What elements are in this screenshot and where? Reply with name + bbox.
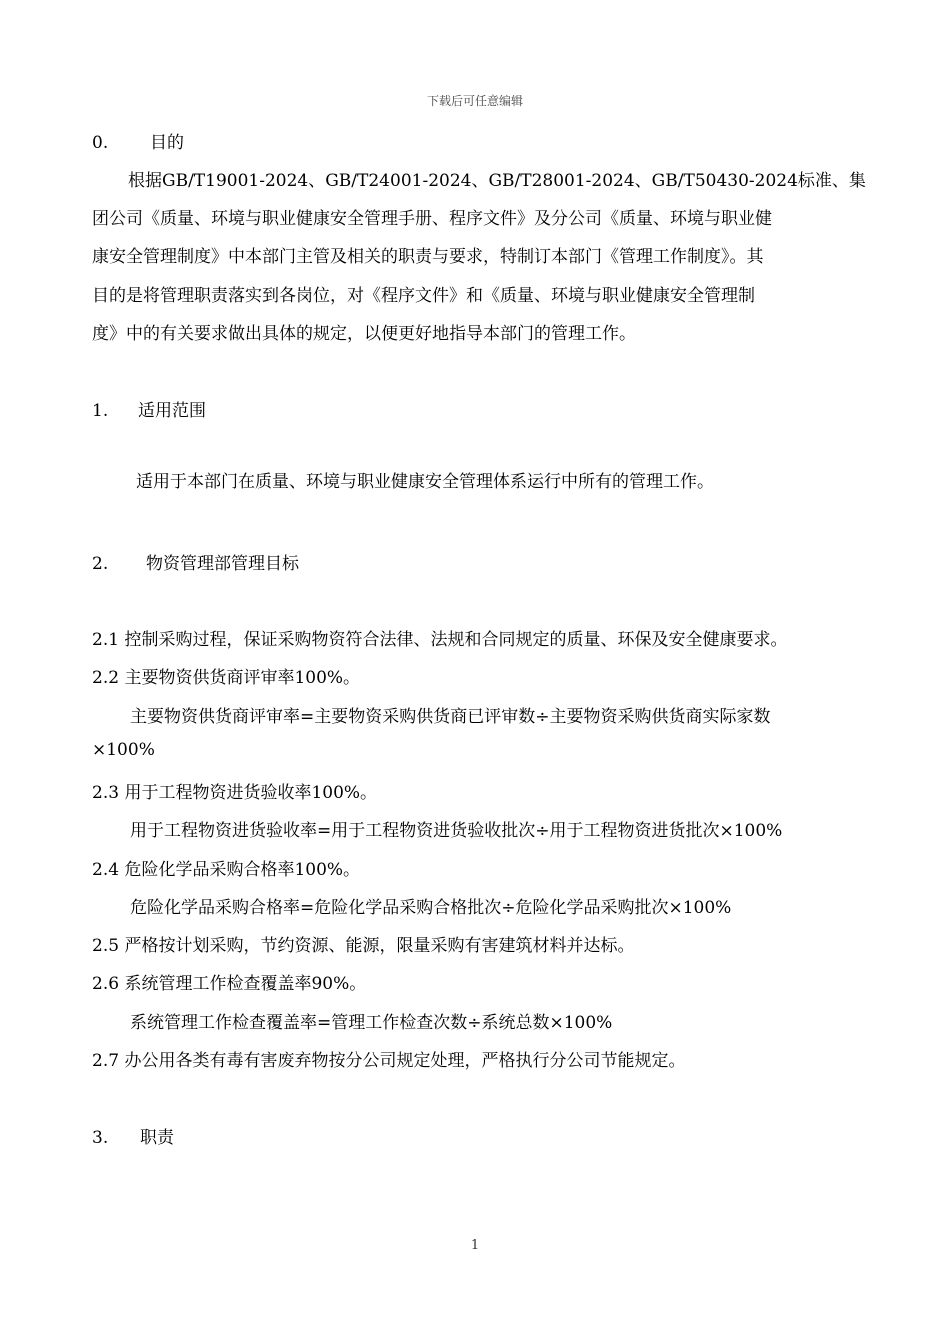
item-2-3: 2.3 用于工程物资进货验收率100%。 <box>92 783 378 803</box>
section-2-title: 物资管理部管理目标 <box>146 554 299 574</box>
section-1-title: 适用范围 <box>138 401 206 421</box>
section-2-number: 2. <box>92 554 109 574</box>
section-0-line-3: 康安全管理制度》中本部门主管及相关的职责与要求，特制订本部门《管理工作制度》。其 <box>92 247 764 267</box>
item-2-1: 2.1 控制采购过程，保证采购物资符合法律、法规和合同规定的质量、环保及安全健康要求。 <box>92 630 788 650</box>
item-2-2-formula-cont: ×100% <box>92 740 155 760</box>
item-2-2: 2.2 主要物资供货商评审率100%。 <box>92 668 361 688</box>
item-2-6-formula: 系统管理工作检查覆盖率=管理工作检查次数÷系统总数×100% <box>130 1013 613 1033</box>
section-0-line-5: 度》中的有关要求做出具体的规定，以便更好地指导本部门的管理工作。 <box>92 324 636 344</box>
section-0-line-4: 目的是将管理职责落实到各岗位，对《程序文件》和《质量、环境与职业健康安全管理制 <box>92 286 755 306</box>
item-2-7: 2.7 办公用各类有毒有害废弃物按分公司规定处理，严格执行分公司节能规定。 <box>92 1051 686 1071</box>
page-number: 1 <box>470 1238 480 1253</box>
item-2-4: 2.4 危险化学品采购合格率100%。 <box>92 860 361 880</box>
item-2-3-formula: 用于工程物资进货验收率=用于工程物资进货验收批次÷用于工程物资进货批次×100% <box>130 821 783 841</box>
item-2-4-formula: 危险化学品采购合格率=危险化学品采购合格批次÷危险化学品采购批次×100% <box>130 898 732 918</box>
section-0-title: 目的 <box>150 133 184 153</box>
section-0-line-1: 根据GB/T19001-2024、GB/T24001-2024、GB/T28001-2024、GB/T50430-2024标准、集 <box>128 171 866 191</box>
section-1-number: 1. <box>92 401 109 421</box>
item-2-2-formula: 主要物资供货商评审率=主要物资采购供货商已评审数÷主要物资采购供货商实际家数 <box>130 707 771 727</box>
section-1-text: 适用于本部门在质量、环境与职业健康安全管理体系运行中所有的管理工作。 <box>136 472 714 492</box>
item-2-6: 2.6 系统管理工作检查覆盖率90%。 <box>92 974 367 994</box>
section-3-number: 3. <box>92 1128 109 1148</box>
page-header: 下载后可任意编辑 <box>426 94 523 108</box>
section-0-line-2: 团公司《质量、环境与职业健康安全管理手册、程序文件》及分公司《质量、环境与职业健 <box>92 209 772 229</box>
item-2-5: 2.5 严格按计划采购，节约资源、能源，限量采购有害建筑材料并达标。 <box>92 936 635 956</box>
section-3-title: 职责 <box>140 1128 174 1148</box>
section-0-number: 0. <box>92 133 109 153</box>
